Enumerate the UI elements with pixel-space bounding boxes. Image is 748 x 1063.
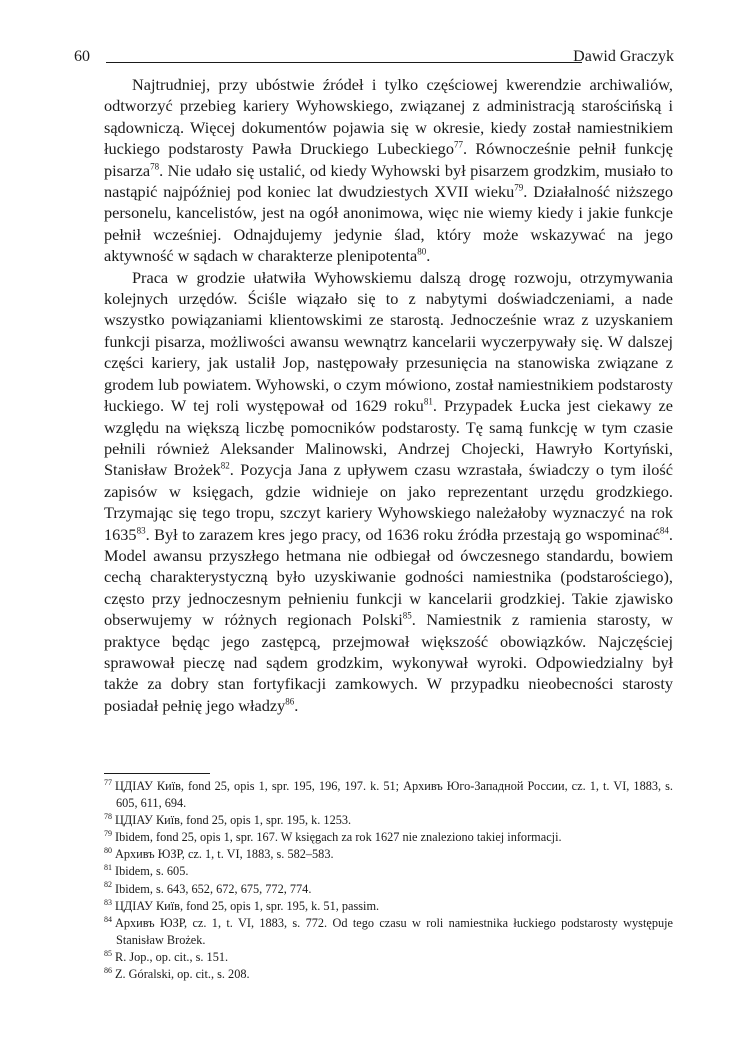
footnote-text: Ibidem, s. 643, 652, 672, 675, 772, 774. — [115, 881, 312, 896]
text-run: . Był to zarazem kres jego pracy, od 1636 roku źródła przestają go wspominać — [145, 524, 660, 544]
footnote — [104, 846, 673, 863]
footnote — [104, 812, 673, 829]
footnote-number: 83 — [104, 897, 112, 907]
footnote-number: 77 — [104, 777, 112, 787]
footnote-number: 85 — [104, 948, 112, 958]
footnote-reference: 86 — [285, 696, 295, 707]
text-run: . Model awansu przyszłego hetmana nie odbiegał od ówczesnego standardu, bowiem cechą charakterystyczną było uzyskiwanie godności namiestnika (podstarościego), często przy jednoczesnym pełnieniu funkcji w kancelarii grodzkiej. Takie zjawisko obserwujemy w różnych regionach Polski — [104, 524, 673, 630]
text-run: . Nie udało się ustalić, od kiedy Wyhowski był pisarzem grodzkim, musiało to nastąpić najpóźniej pod koniec lat dwudziestych XVII wieku — [104, 160, 673, 202]
body-paragraph — [104, 74, 673, 267]
footnote-number: 84 — [104, 914, 112, 924]
footnote — [104, 949, 673, 966]
footnote-number: 80 — [104, 846, 112, 856]
footnote-reference: 85 — [402, 610, 412, 621]
header-rule — [106, 62, 582, 63]
footnote-text: ЦДІАУ Київ, fond 25, opis 1, spr. 195, 196, 197. k. 51; Архивъ Юго-Западной России, cz. 1, t. VI, 1883, s. 605, 611, 694. — [115, 779, 673, 811]
footnote-text: Ibidem, s. 605. — [115, 864, 189, 879]
text-run: . Pozycja Jana z upływem czasu wzrastała, świadczy o tym ilość zapisów w księgach, gdzie widnieje on jako reprezentant urzędu grodzkiego. Trzymając się tego tropu, szczyt kariery Wyhowskiego należałoby wyznaczyć na rok 1635 — [104, 460, 673, 544]
body-paragraph — [104, 267, 673, 717]
footnote-number: 86 — [104, 965, 112, 975]
footnotes — [104, 778, 673, 983]
footnote-text: Ibidem, fond 25, opis 1, spr. 167. W księgach za rok 1627 nie znaleziono takiej informacji. — [115, 830, 562, 845]
page-header — [74, 47, 674, 67]
text-run: . Działalność niższego personelu, kancelistów, jest na ogół anonimowa, więc nie wiemy kiedy i jakie funkcje pełnił wcześniej. Odnajdujemy jedynie ślad, który może wskazywać na jego aktywność w sądach w charakterze plenipotenta — [104, 182, 673, 266]
footnote-text: Архивъ ЮЗР, cz. 1, t. VI, 1883, s. 772. Od tego czasu w roli namiestnika łuckiego podstarosty występuje Stanisław Brożek. — [115, 915, 673, 947]
footnote-rule — [104, 773, 210, 774]
text-run: . — [294, 695, 299, 715]
running-head-author: Dawid Graczyk — [573, 48, 674, 65]
footnote-text: Архивъ ЮЗР, cz. 1, t. VI, 1883, s. 582–583. — [115, 847, 334, 862]
footnote-reference: 82 — [220, 460, 230, 471]
footnote — [104, 915, 673, 949]
footnote-reference: 80 — [417, 246, 427, 257]
footnote-text: ЦДІАУ Київ, fond 25, opis 1, spr. 195, k. 51, passim. — [115, 898, 380, 913]
footnote-text: Z. Góralski, op. cit., s. 208. — [115, 967, 250, 982]
footnote-reference: 81 — [423, 396, 433, 407]
footnote-number: 82 — [104, 880, 112, 890]
footnote-number: 81 — [104, 863, 112, 873]
footnote-reference: 78 — [150, 161, 160, 172]
text-run: . Namiestnik z ramienia starosty, w praktyce będąc jego zastępcą, przejmował większość obowiązków. Najczęściej sprawował pieczę nad sądem grodzkim, wykonywał wyroki. Odpowiedzialny był także za dobry stan fortyfikacji zamkowych. W przypadku nieobecności starosty posiadał pełnię jego władzy — [104, 610, 673, 715]
footnote — [104, 966, 673, 983]
text-run: . — [426, 246, 431, 266]
text-run: Praca w grodzie ułatwiła Wyhowskiemu dalszą drogę rozwoju, otrzymywania kolejnych urzędów. Ściśle wiązało się to z nabytymi doświadczeniami, a nade wszystko powiązaniami klientowskimi ze starostą. Jednocześnie wraz z uzyskaniem funkcji pisarza, możliwości awansu wewnątrz kancelarii wyczerpywały się. W dalszej części kariery, jak ustalił Jop, następowały przesunięcia na stanowiska związane z grodem lub powiatem. Wyhowski, o czym mówiono, został namiestnikiem podstarosty łuckiego. W tej roli występował od 1629 roku — [104, 267, 673, 416]
text-run: . Równocześnie pełnił funkcję pisarza — [104, 139, 673, 180]
footnote — [104, 829, 673, 846]
footnote-number: 78 — [104, 812, 112, 822]
footnote-reference: 84 — [659, 525, 669, 536]
text-run: Najtrudniej, przy ubóstwie źródeł i tylko częściowej kwerendzie archiwaliów, odtworzyć przebieg kariery Wyhowskiego, związanej z administracją starościńską i sądowniczą. Więcej dokumentów pojawia się w okresie, kiedy został namiestnikiem łuckiego podstarosty Pawła Druckiego Lubeckiego — [104, 75, 673, 159]
footnote-reference: 83 — [136, 525, 146, 536]
footnote-reference: 77 — [453, 139, 463, 150]
page-number: 60 — [74, 48, 90, 65]
text-run: . Przypadek Łucka jest ciekawy ze względu na większą liczbę pomocników podstarosty. Tę samą funkcję w tym czasie pełnili również Aleksander Malinowski, Andrzej Chojecki, Hawryło Kortyński, Stanisław Brożek — [104, 396, 674, 480]
footnote — [104, 863, 673, 880]
body-text — [104, 74, 673, 716]
footnote — [104, 778, 673, 812]
footnote-number: 79 — [104, 829, 112, 839]
footnote-reference: 79 — [514, 182, 524, 193]
footnote — [104, 898, 673, 915]
footnote — [104, 881, 673, 898]
footnote-text: ЦДІАУ Київ, fond 25, opis 1, spr. 195, k. 1253. — [115, 813, 352, 828]
footnote-text: R. Jop., op. cit., s. 151. — [115, 949, 229, 964]
